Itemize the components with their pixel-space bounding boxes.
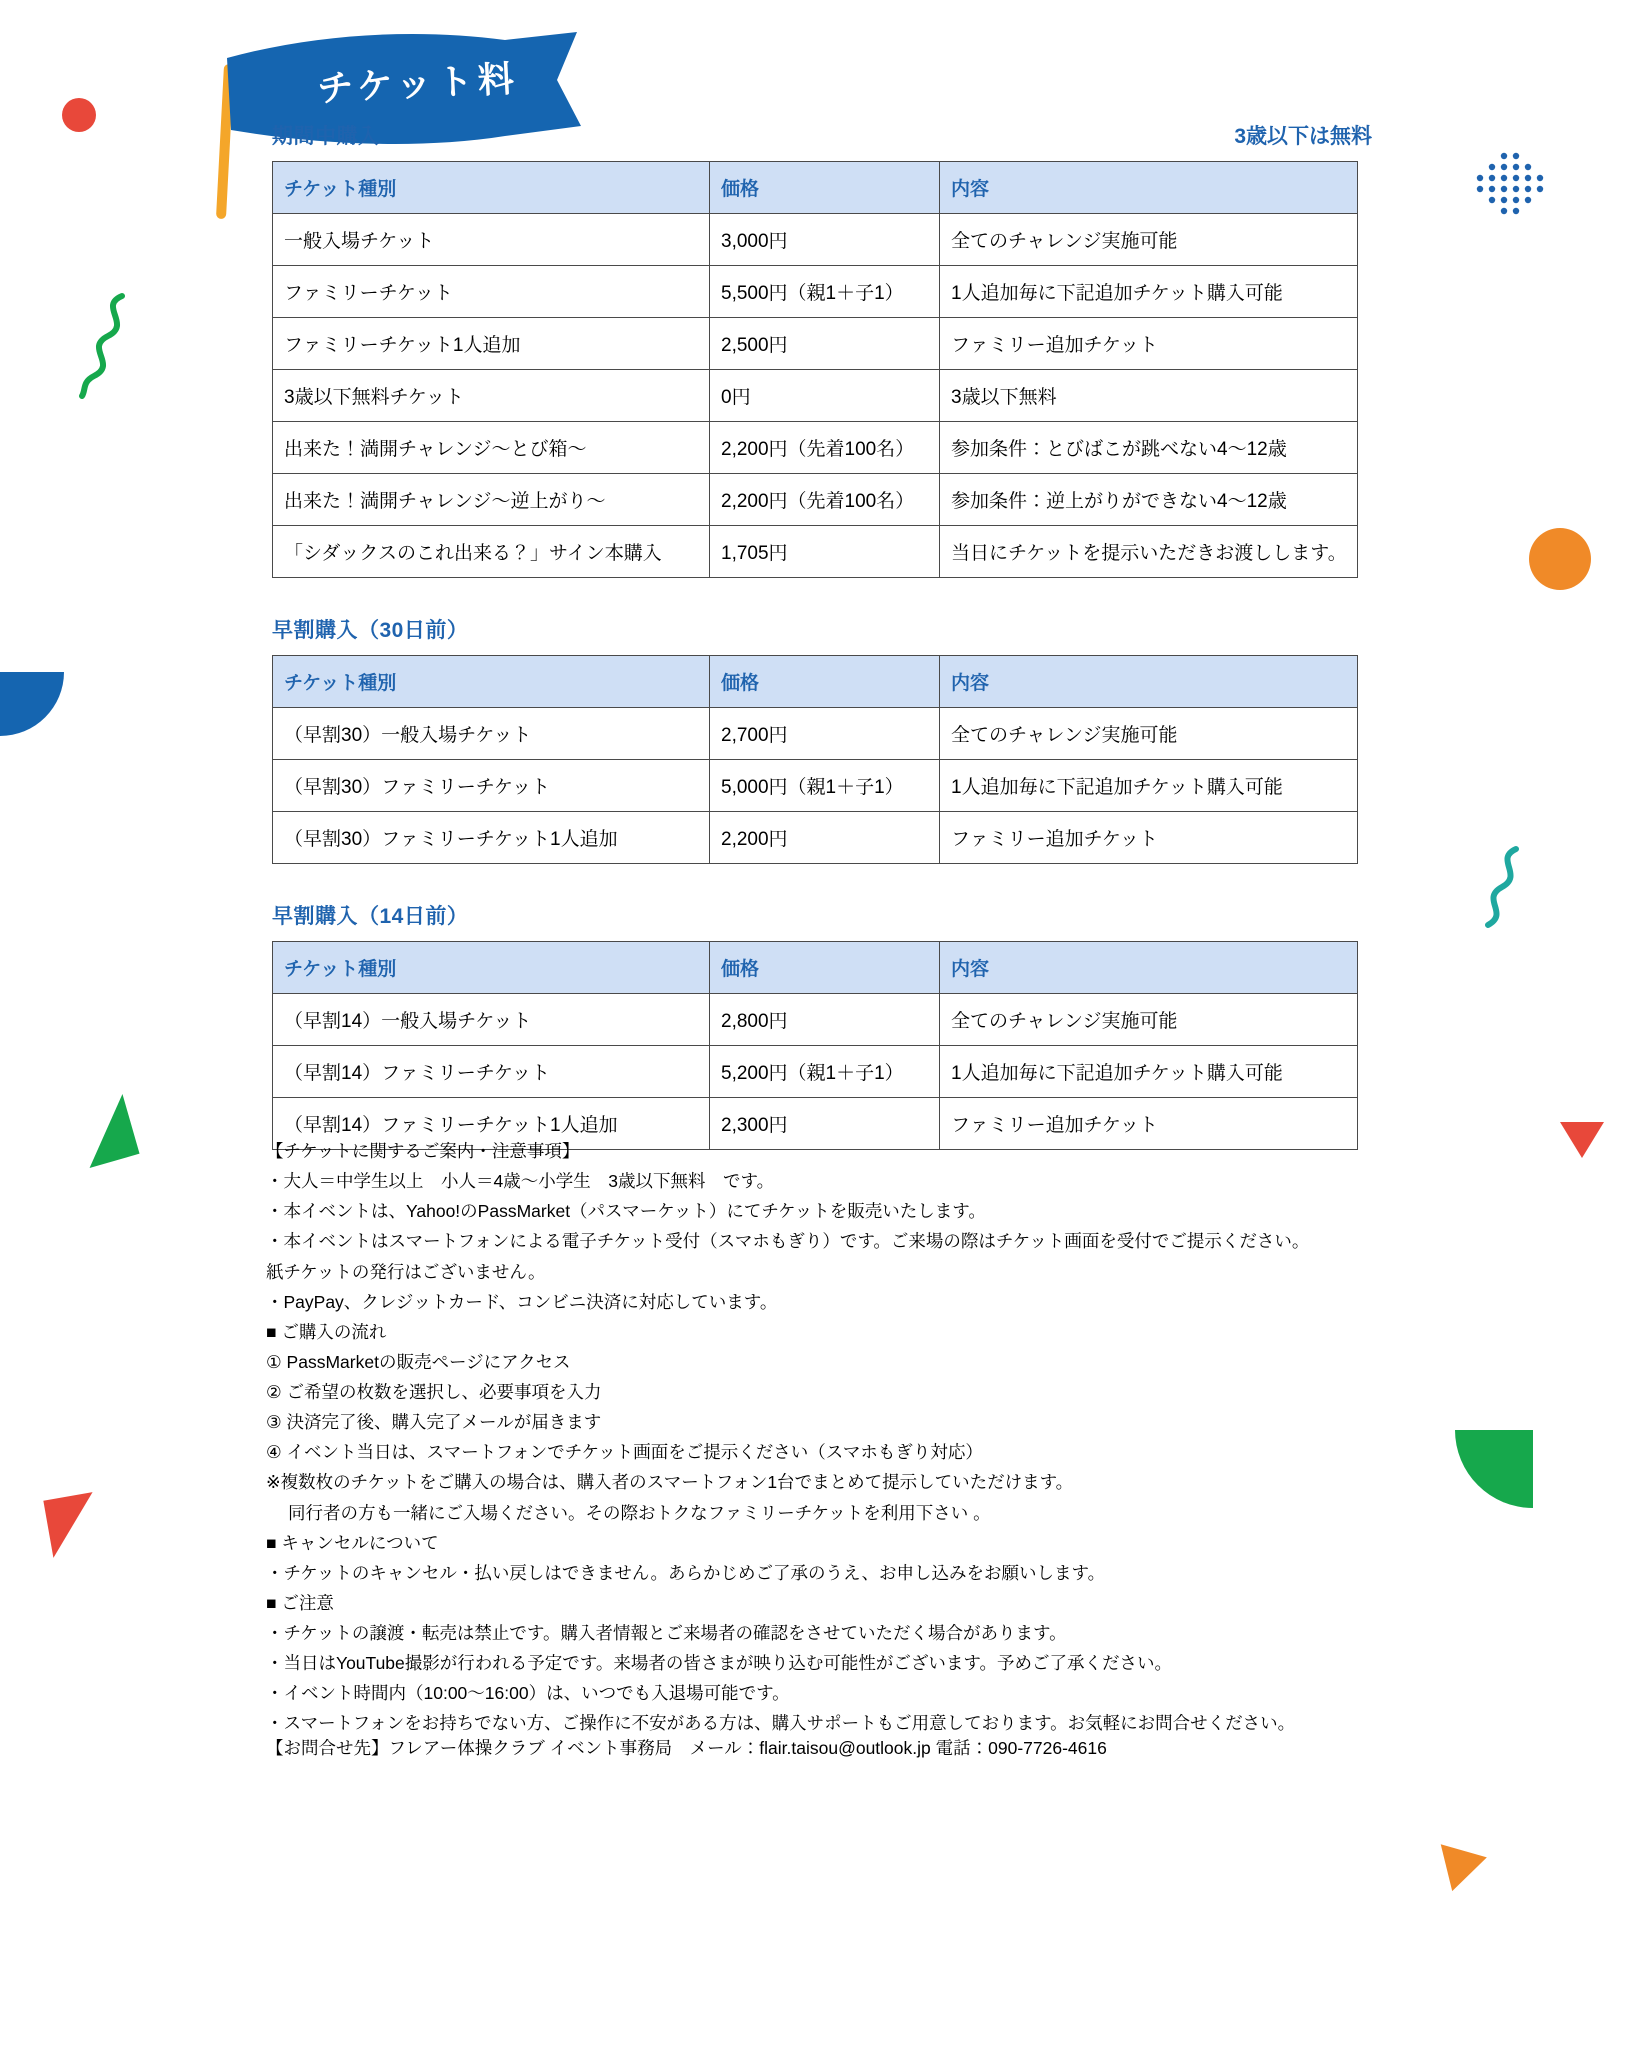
cell-content: 参加条件：とびばこが跳べない4〜12歳 bbox=[940, 422, 1358, 474]
table-header-row bbox=[273, 162, 1358, 214]
note-line-4: 紙チケットの発行はございません。 bbox=[266, 1261, 546, 1282]
cell-content: 1人追加毎に下記追加チケット購入可能 bbox=[940, 760, 1358, 812]
table-row bbox=[273, 474, 1358, 526]
cell-content: 全てのチャレンジ実施可能 bbox=[940, 214, 1358, 266]
red-triangle-left-decoration bbox=[43, 1492, 102, 1558]
note-line-15: ■ ご注意 bbox=[266, 1592, 334, 1613]
teal-squiggle-decoration bbox=[1466, 845, 1536, 935]
note-line-12: 同行者の方も一緒にご入場ください。その際おトクなファミリーチケットを利用下さい 。 bbox=[288, 1502, 991, 1523]
note-line-5: ・PayPay、クレジットカード、コンビニ決済に対応しています。 bbox=[266, 1291, 778, 1312]
column-header-price: 価格 bbox=[710, 162, 940, 214]
note-line-2: ・本イベントは、Yahoo!のPassMarket（パスマーケット）にてチケットを販売いたします。 bbox=[266, 1201, 986, 1222]
cell-price: 2,200円（先着100名） bbox=[710, 474, 940, 526]
table-row bbox=[273, 994, 1358, 1046]
table-row bbox=[273, 708, 1358, 760]
section-title-1: 早割購入（30日前） bbox=[272, 619, 469, 642]
note-line-17: ・当日はYouTube撮影が行われる予定です。来場者の皆さまが映り込む可能性がございます。予めご了承ください。 bbox=[266, 1653, 1172, 1674]
cell-content: 全てのチャレンジ実施可能 bbox=[940, 994, 1358, 1046]
blue-quarter-circle-decoration bbox=[0, 672, 64, 736]
cell-ticket-type: （早割30）ファミリーチケット1人追加 bbox=[273, 812, 710, 864]
table-body-2 bbox=[273, 994, 1358, 1150]
note-line-7: ① PassMarketの販売ページにアクセス bbox=[266, 1351, 571, 1372]
cell-price: 2,500円 bbox=[710, 318, 940, 370]
cell-content: ファミリー追加チケット bbox=[940, 1098, 1358, 1150]
cell-content: ファミリー追加チケット bbox=[940, 318, 1358, 370]
cell-ticket-type: （早割14）ファミリーチケット1人追加 bbox=[273, 1098, 710, 1150]
table-row bbox=[273, 812, 1358, 864]
column-header-content: 内容 bbox=[940, 656, 1358, 708]
cell-ticket-type: 出来た！満開チャレンジ〜とび箱〜 bbox=[273, 422, 710, 474]
column-header-type: チケット種別 bbox=[273, 656, 710, 708]
cell-ticket-type: 3歳以下無料チケット bbox=[273, 370, 710, 422]
red-circle-decoration bbox=[62, 98, 96, 132]
ticket-table-2 bbox=[272, 941, 1358, 1150]
cell-price: 5,200円（親1＋子1） bbox=[710, 1046, 940, 1098]
table-header-row bbox=[273, 942, 1358, 994]
dot-grid-decoration bbox=[1460, 150, 1550, 230]
ticket-table-1 bbox=[272, 655, 1358, 864]
ticket-pricing-content bbox=[272, 120, 1372, 1150]
cell-content: ファミリー追加チケット bbox=[940, 812, 1358, 864]
note-line-16: ・チケットの譲渡・転売は禁止です。購入者情報とご来場者の確認をさせていただく場合があります。 bbox=[266, 1623, 1067, 1643]
cell-content: 1人追加毎に下記追加チケット購入可能 bbox=[940, 1046, 1358, 1098]
table-row bbox=[273, 214, 1358, 266]
cell-price: 1,705円 bbox=[710, 526, 940, 578]
cell-price: 2,300円 bbox=[710, 1098, 940, 1150]
cell-content: 参加条件：逆上がりができない4〜12歳 bbox=[940, 474, 1358, 526]
column-header-content: 内容 bbox=[940, 942, 1358, 994]
banner-title: チケット料 bbox=[316, 57, 520, 110]
orange-circle-decoration bbox=[1529, 528, 1591, 590]
section-header-1 bbox=[272, 614, 1372, 644]
free-for-under-3-note: 3歳以下は無料 bbox=[1234, 125, 1372, 148]
table-row bbox=[273, 266, 1358, 318]
note-line-11: ※複数枚のチケットをご購入の場合は、購入者のスマートフォン1台でまとめて提示していただけます。 bbox=[266, 1472, 1074, 1493]
cell-price: 2,700円 bbox=[710, 708, 940, 760]
red-triangle-right-decoration bbox=[1560, 1122, 1604, 1158]
table-row bbox=[273, 1046, 1358, 1098]
note-line-18: ・イベント時間内（10:00〜16:00）は、いつでも入退場可能です。 bbox=[266, 1683, 790, 1704]
cell-price: 0円 bbox=[710, 370, 940, 422]
note-line-13: ■ キャンセルについて bbox=[266, 1532, 439, 1553]
green-triangle-decoration bbox=[72, 1094, 139, 1168]
cell-ticket-type: ファミリーチケット bbox=[273, 266, 710, 318]
cell-ticket-type: 一般入場チケット bbox=[273, 214, 710, 266]
cell-content: 1人追加毎に下記追加チケット購入可能 bbox=[940, 266, 1358, 318]
table-body-1 bbox=[273, 708, 1358, 864]
table-row bbox=[273, 526, 1358, 578]
note-line-8: ② ご希望の枚数を選択し、必要事項を入力 bbox=[266, 1382, 602, 1402]
note-line-9: ③ 決済完了後、購入完了メールが届きます bbox=[266, 1412, 602, 1433]
table-row bbox=[273, 760, 1358, 812]
cell-content: 3歳以下無料 bbox=[940, 370, 1358, 422]
table-body-0 bbox=[273, 214, 1358, 578]
section-header-0 bbox=[272, 120, 1372, 150]
note-line-10: ④ イベント当日は、スマートフォンでチケット画面をご提示ください（スマホもぎり対応） bbox=[266, 1442, 983, 1463]
contact-line: 【お問合せ先】フレアー体操クラブ イベント事務局 メール：flair.taisou@outlook.jp 電話：090-7726-4616 bbox=[266, 1738, 1107, 1758]
note-line-3: ・本イベントはスマートフォンによる電子チケット受付（スマホもぎり）です。ご来場の際はチケット画面を受付でご提示ください。 bbox=[266, 1231, 1310, 1252]
cell-price: 5,500円（親1＋子1） bbox=[710, 266, 940, 318]
cell-price: 2,800円 bbox=[710, 994, 940, 1046]
column-header-price: 価格 bbox=[710, 656, 940, 708]
cell-ticket-type: 「シダックスのこれ出来る？」サイン本購入 bbox=[273, 526, 710, 578]
note-line-0: 【チケットに関するご案内・注意事項】 bbox=[266, 1141, 580, 1161]
section-title-2: 早割購入（14日前） bbox=[272, 905, 469, 928]
green-squiggle-decoration bbox=[70, 290, 140, 400]
cell-ticket-type: ファミリーチケット1人追加 bbox=[273, 318, 710, 370]
column-header-content: 内容 bbox=[940, 162, 1358, 214]
table-row bbox=[273, 422, 1358, 474]
green-quarter-circle-decoration bbox=[1455, 1430, 1533, 1508]
cell-price: 2,200円（先着100名） bbox=[710, 422, 940, 474]
table-row bbox=[273, 318, 1358, 370]
note-line-6: ■ ご購入の流れ bbox=[266, 1321, 387, 1342]
note-line-19: ・スマートフォンをお持ちでない方、ご操作に不安がある方は、購入サポートもご用意しております。お気軽にお問合せください。 bbox=[266, 1713, 1296, 1734]
cell-ticket-type: （早割14）一般入場チケット bbox=[273, 994, 710, 1046]
section-title-0: 期間中購入 bbox=[272, 125, 380, 148]
section-header-2 bbox=[272, 900, 1372, 930]
column-header-type: チケット種別 bbox=[273, 162, 710, 214]
cell-ticket-type: （早割30）ファミリーチケット bbox=[273, 760, 710, 812]
notes-section bbox=[266, 1138, 1386, 1741]
cell-price: 3,000円 bbox=[710, 214, 940, 266]
orange-triangle-decoration bbox=[1429, 1844, 1487, 1898]
table-header-row bbox=[273, 656, 1358, 708]
note-line-1: ・大人＝中学生以上 小人＝4歳〜小学生 3歳以下無料 です。 bbox=[266, 1171, 775, 1192]
cell-ticket-type: （早割14）ファミリーチケット bbox=[273, 1046, 710, 1098]
cell-content: 全てのチャレンジ実施可能 bbox=[940, 708, 1358, 760]
column-header-type: チケット種別 bbox=[273, 942, 710, 994]
cell-ticket-type: 出来た！満開チャレンジ〜逆上がり〜 bbox=[273, 474, 710, 526]
cell-price: 5,000円（親1＋子1） bbox=[710, 760, 940, 812]
cell-content: 当日にチケットを提示いただきお渡しします。 bbox=[940, 526, 1358, 578]
ticket-table-0 bbox=[272, 161, 1358, 578]
cell-price: 2,200円 bbox=[710, 812, 940, 864]
cell-ticket-type: （早割30）一般入場チケット bbox=[273, 708, 710, 760]
table-row bbox=[273, 370, 1358, 422]
note-line-14: ・チケットのキャンセル・払い戻しはできません。あらかじめご了承のうえ、お申し込みをお願いします。 bbox=[266, 1562, 1106, 1583]
column-header-price: 価格 bbox=[710, 942, 940, 994]
